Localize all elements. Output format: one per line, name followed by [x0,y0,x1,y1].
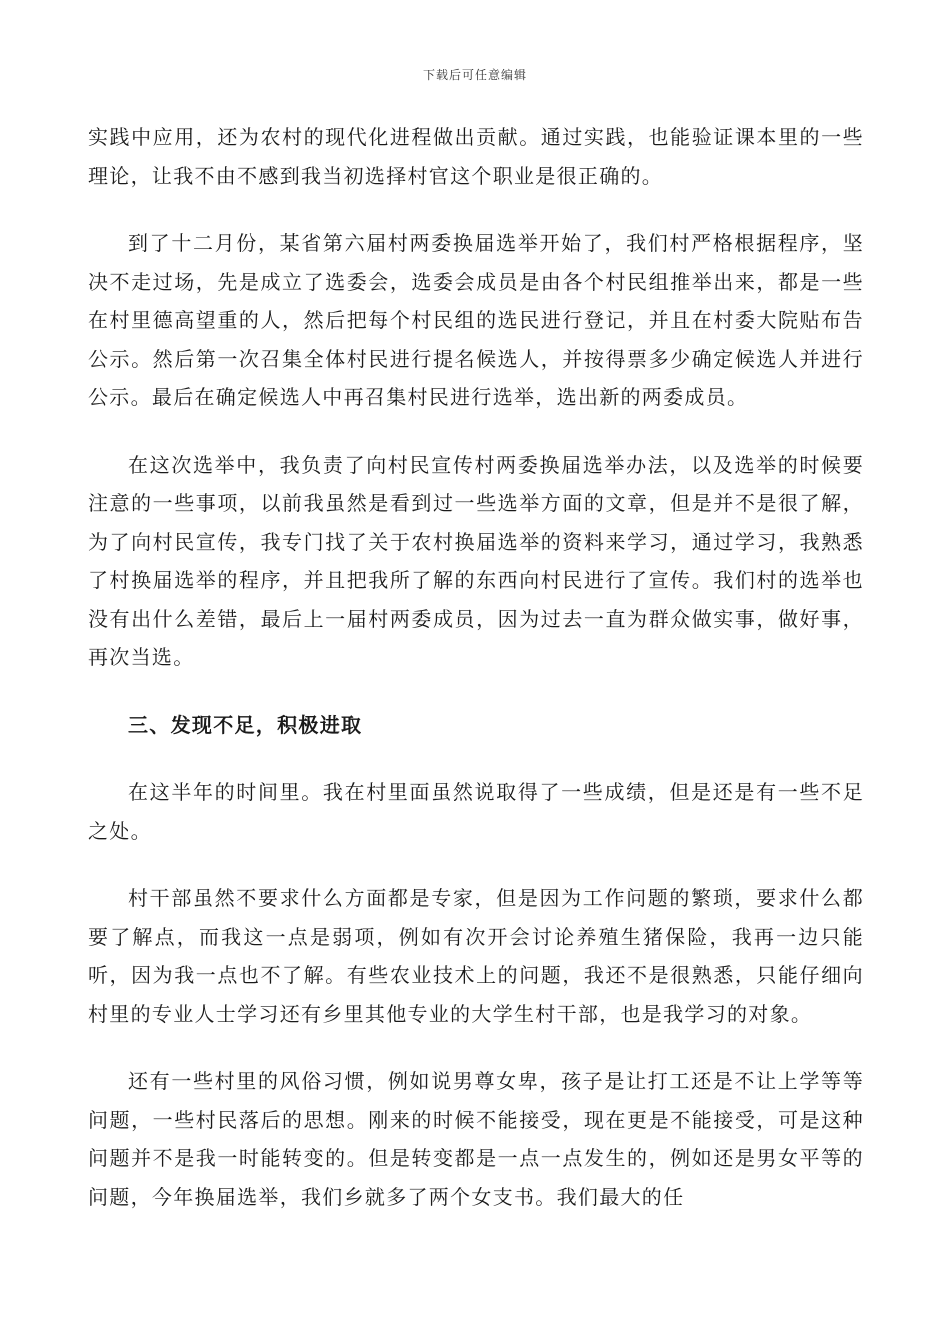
paragraph-election-duties: 在这次选举中，我负责了向村民宣传村两委换届选举办法，以及选举的时候要注意的一些事项，以前我虽然是看到过一些选举方面的文章，但是并不是很了解，为了向村民宣传，我专门找了关于农村换届选举的资料来学习，通过学习，我熟悉了村换届选举的程序，并且把我所了解的东西向村民进行了宣传。我们村的选举也没有出什么差错，最后上一届村两委成员，因为过去一直为群众做实事，做好事，再次当选。 [88,452,864,669]
paragraph-knowledge-gaps: 村干部虽然不要求什么方面都是专家，但是因为工作问题的繁琐，要求什么都要了解点，而我这一点是弱项，例如有次开会讨论养殖生猪保险，我再一边只能听，因为我一点也不了解。有些农业技术上的问题，我还不是很熟悉，只能仔细向村里的专业人士学习还有乡里其他专业的大学生村干部，也是我学习的对象。 [88,886,864,1026]
paragraph-election-process: 到了十二月份，某省第六届村两委换届选举开始了，我们村严格根据程序，坚决不走过场，先是成立了选委会，选委会成员是由各个村民组推举出来，都是一些在村里德高望重的人，然后把每个村民组的选民进行登记，并且在村委大院贴布告公示。然后第一次召集全体村民进行提名候选人，并按得票多少确定候选人并进行公示。最后在确定候选人中再召集村民进行选举，选出新的两委成员。 [88,231,864,409]
document-body [88,118,864,1245]
paragraph-customs: 还有一些村里的风俗习惯，例如说男尊女卑，孩子是让打工还是不让上学等等问题，一些村民落后的思想。刚来的时候不能接受，现在更是不能接受，可是这种问题并不是我一时能转变的。但是转变都是一点一点发生的，例如还是男女平等的问题，今年换届选举，我们乡就多了两个女支书。我们最大的任 [88,1069,864,1209]
paragraph-shortcomings-intro: 在这半年的时间里。我在村里面虽然说取得了一些成绩，但是还是有一些不足之处。 [88,780,864,843]
section-heading: 三、发现不足，积极进取 [128,712,363,737]
page-header: 下载后可任意编辑 [422,68,527,82]
paragraph-continuation: 实践中应用，还为农村的现代化进程做出贡献。通过实践，也能验证课本里的一些理论，让我不由不感到我当初选择村官这个职业是很正确的。 [88,125,864,188]
